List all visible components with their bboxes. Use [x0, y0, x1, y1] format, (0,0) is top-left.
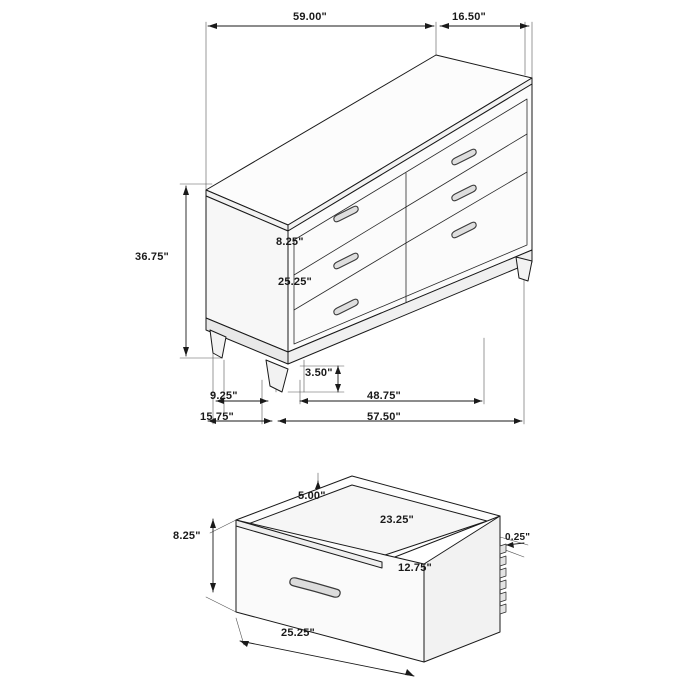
dim-depth-top: 16.50" — [452, 11, 486, 23]
dim-drawer-height-inner: 8.25" — [276, 236, 304, 248]
dim-drawer-box-interior-height: 5.00" — [298, 490, 326, 502]
dim-drawer-width-inner: 25.25" — [278, 276, 312, 288]
dim-base-front-width: 48.75" — [367, 390, 401, 402]
dim-base-depth: 15.75" — [200, 411, 234, 423]
dim-drawer-box-side-height: 8.25" — [173, 530, 201, 542]
dim-leg-height: 3.50" — [305, 367, 333, 379]
dim-drawer-box-thickness: 0.25" — [505, 532, 531, 543]
dim-drawer-box-front-length: 25.25" — [281, 627, 315, 639]
dim-drawer-box-interior-depth: 12.75" — [398, 562, 432, 574]
dim-drawer-box-interior-length: 23.25" — [380, 514, 414, 526]
dim-leg-depth: 9.25" — [210, 390, 238, 402]
dim-width-top: 59.00" — [293, 11, 327, 23]
dim-base-overall-width: 57.50" — [367, 411, 401, 423]
dim-height-left: 36.75" — [135, 251, 169, 263]
